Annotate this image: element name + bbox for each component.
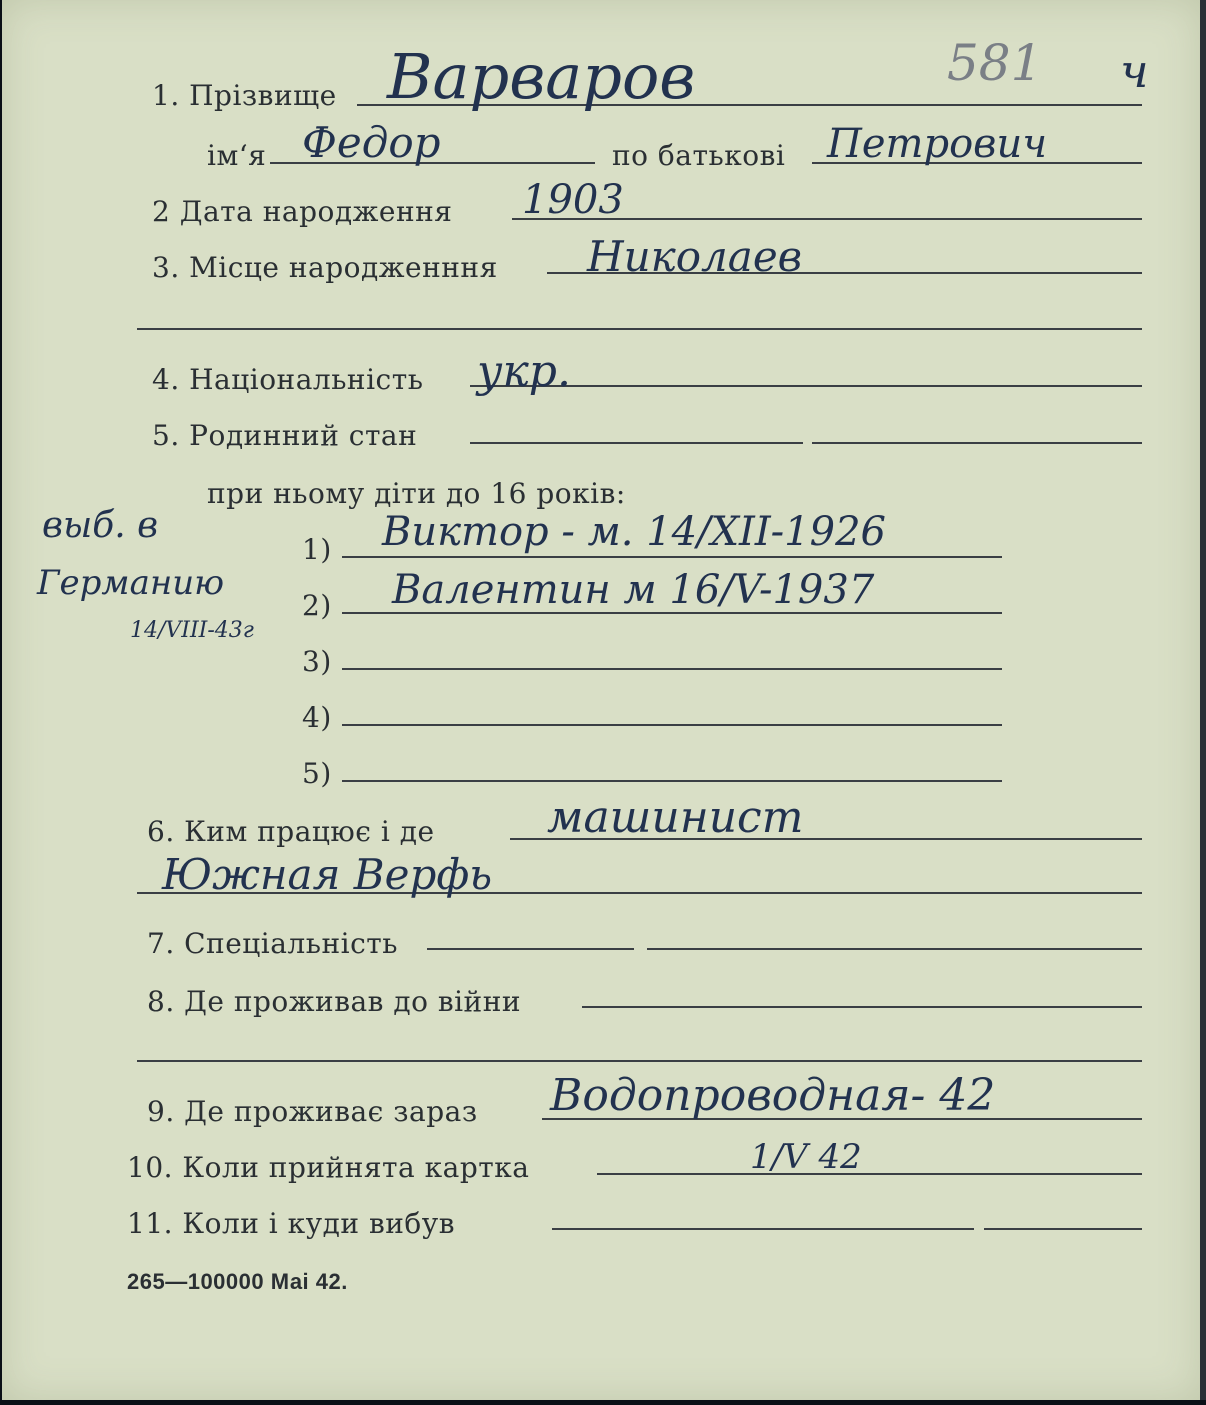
field-name-label: ім‘я [207, 139, 267, 172]
nationality-value: укр. [477, 346, 571, 397]
print-code: 265—100000 Маі 42. [127, 1269, 348, 1294]
field-nationality-label: 4. Національність [152, 363, 424, 396]
registration-card [2, 0, 1206, 1400]
child-3-num: 3) [302, 645, 332, 678]
specialty-line-b [647, 948, 1142, 950]
child-1-line [342, 556, 1002, 558]
work-value-2: Южная Верфь [162, 850, 493, 899]
child-5-line [342, 780, 1002, 782]
children-label: при ньому діти до 16 років: [207, 477, 626, 510]
work-value-1: машинист [547, 792, 804, 843]
current-address-value: Водопроводная- 42 [550, 1070, 996, 1121]
field-birthplace-label: 3. Місце народженння [152, 251, 498, 284]
family-line-b [812, 442, 1142, 444]
name-value: Федор [302, 118, 441, 167]
field-patronymic-label: по батькові [612, 139, 786, 172]
departure-line-a [552, 1228, 974, 1230]
field-prewar-label: 8. Де проживав до війни [147, 985, 522, 1018]
family-line-a [470, 442, 803, 444]
child-2-num: 2) [302, 589, 332, 622]
child-1-value: Виктор - м. 14/XII-1926 [382, 509, 886, 555]
field-family-label: 5. Родинний стан [152, 419, 418, 452]
margin-note-2: Германию [37, 563, 225, 603]
field-work-label: 6. Ким працює і де [147, 815, 435, 848]
patronymic-value: Петрович [827, 121, 1048, 167]
field-current-address-label: 9. Де проживає зараз [147, 1095, 478, 1128]
field-birthdate-label: 2 Дата народження [152, 195, 453, 228]
corner-mark: ч [1120, 44, 1149, 98]
child-4-line [342, 724, 1002, 726]
prewar-line [582, 1006, 1142, 1008]
departure-line-b [984, 1228, 1142, 1230]
card-number: 581 [947, 34, 1043, 92]
child-1-num: 1) [302, 533, 332, 566]
surname-value: Варваров [387, 40, 696, 113]
margin-note-1: выб. в [42, 505, 159, 546]
birthdate-value: 1903 [522, 177, 624, 223]
birthplace-line-2 [137, 328, 1142, 330]
card-date-line [597, 1173, 1142, 1175]
field-specialty-label: 7. Спеціальність [147, 927, 398, 960]
specialty-line-a [427, 948, 634, 950]
margin-note-3: 14/VIII-43г [130, 618, 254, 643]
child-4-num: 4) [302, 701, 332, 734]
child-3-line [342, 668, 1002, 670]
birthplace-value: Николаев [587, 232, 803, 281]
field-card-date-label: 10. Коли прийнята картка [127, 1151, 530, 1184]
prewar-line-2 [137, 1060, 1142, 1062]
field-surname-label: 1. Прізвище [152, 79, 337, 112]
field-departure-label: 11. Коли і куди вибув [127, 1207, 455, 1240]
child-2-value: Валентин м 16/V-1937 [392, 567, 875, 613]
child-5-num: 5) [302, 757, 332, 790]
card-date-value: 1/V 42 [750, 1137, 862, 1177]
